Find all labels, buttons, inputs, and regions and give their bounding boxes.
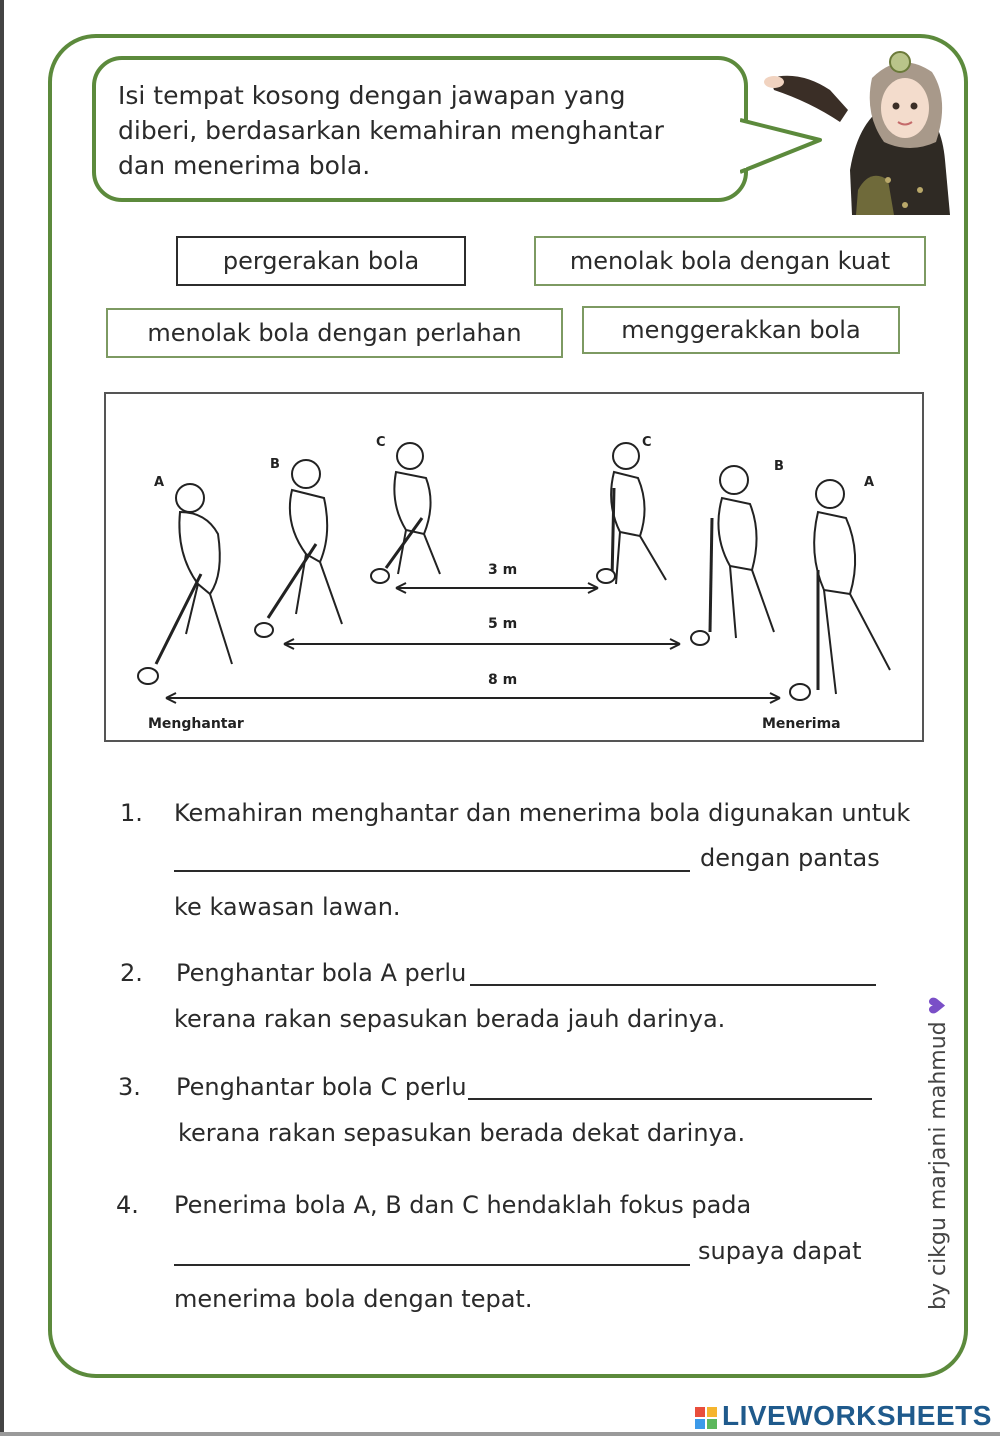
page-left-edge	[0, 0, 4, 1436]
option-menolak-bola-kuat[interactable]	[534, 236, 926, 286]
option-pergerakan-bola[interactable]	[176, 236, 466, 286]
question-3-line-2: kerana rakan sepasukan berada dekat darinya.	[178, 1119, 746, 1147]
instruction-text	[118, 78, 738, 183]
question-1-line-2: dengan pantas	[700, 844, 880, 872]
distance-arrow-8m	[166, 693, 780, 703]
caption-menerima: Menerima	[762, 716, 841, 732]
question-1-line-3: ke kawasan lawan.	[174, 893, 401, 921]
label-left-a: A	[154, 475, 165, 490]
instruction-line-2: diberi, berdasarkan kemahiran menghantar	[118, 116, 664, 145]
question-3-number: 3.	[118, 1073, 141, 1101]
player-left-b	[255, 460, 342, 637]
question-1-number: 1.	[120, 799, 143, 827]
label-left-c: C	[376, 435, 386, 450]
page-bottom-edge	[0, 1432, 1000, 1436]
player-right-a	[790, 480, 890, 700]
footer-brand: LIVEWORKSHEETS	[722, 1400, 992, 1431]
liveworksheets-logo-icon	[694, 1406, 718, 1430]
player-right-c	[597, 443, 666, 584]
question-3-answer-blank[interactable]	[468, 1098, 872, 1100]
label-right-a: A	[864, 475, 875, 490]
question-2-line-1: Penghantar bola A perlu	[176, 959, 467, 987]
distance-label-8m: 8 m	[488, 672, 518, 688]
question-2-answer-blank[interactable]	[470, 984, 876, 986]
option-label: menggerakkan bola	[621, 316, 861, 344]
player-left-c	[371, 443, 440, 583]
teacher-illustration	[760, 50, 960, 220]
distance-label-3m: 3 m	[488, 562, 518, 578]
liveworksheets-footer[interactable]	[694, 1400, 992, 1432]
label-right-c: C	[642, 435, 652, 450]
heart-icon: ♥	[926, 995, 951, 1016]
label-right-b: B	[774, 459, 784, 474]
passing-diagram-drawing	[106, 394, 922, 740]
author-credit-text: by cikgu marjani mahmud	[926, 1021, 951, 1310]
option-label: menolak bola dengan kuat	[569, 247, 891, 275]
player-left-a	[138, 484, 232, 684]
instruction-line-1: Isi tempat kosong dengan jawapan yang	[118, 81, 626, 110]
distance-arrow-3m	[396, 583, 598, 593]
option-label: menolak bola dengan perlahan	[147, 319, 522, 347]
question-1-line-1: Kemahiran menghantar dan menerima bola digunakan untuk	[174, 799, 911, 827]
question-4-line-3: menerima bola dengan tepat.	[174, 1285, 533, 1313]
label-left-b: B	[270, 457, 280, 472]
question-3-line-1: Penghantar bola C perlu	[176, 1073, 467, 1101]
question-2-line-2: kerana rakan sepasukan berada jauh darinya.	[174, 1005, 726, 1033]
question-4-line-2: supaya dapat	[698, 1237, 862, 1265]
question-2-number: 2.	[120, 959, 143, 987]
option-menggerakkan-bola[interactable]	[582, 306, 900, 354]
distance-arrow-5m	[284, 639, 680, 649]
question-4-number: 4.	[116, 1191, 139, 1219]
option-menolak-bola-perlahan[interactable]	[106, 308, 563, 358]
question-4-answer-blank[interactable]	[174, 1264, 690, 1266]
passing-diagram	[104, 392, 924, 742]
caption-menghantar: Menghantar	[148, 716, 244, 732]
option-label: pergerakan bola	[222, 247, 420, 275]
instruction-line-3: dan menerima bola.	[118, 151, 371, 180]
question-1-answer-blank[interactable]	[174, 870, 690, 872]
distance-label-5m: 5 m	[488, 616, 518, 632]
player-right-b	[691, 466, 774, 645]
question-4-line-1: Penerima bola A, B dan C hendaklah fokus pada	[174, 1191, 752, 1219]
author-credit	[926, 996, 951, 1310]
